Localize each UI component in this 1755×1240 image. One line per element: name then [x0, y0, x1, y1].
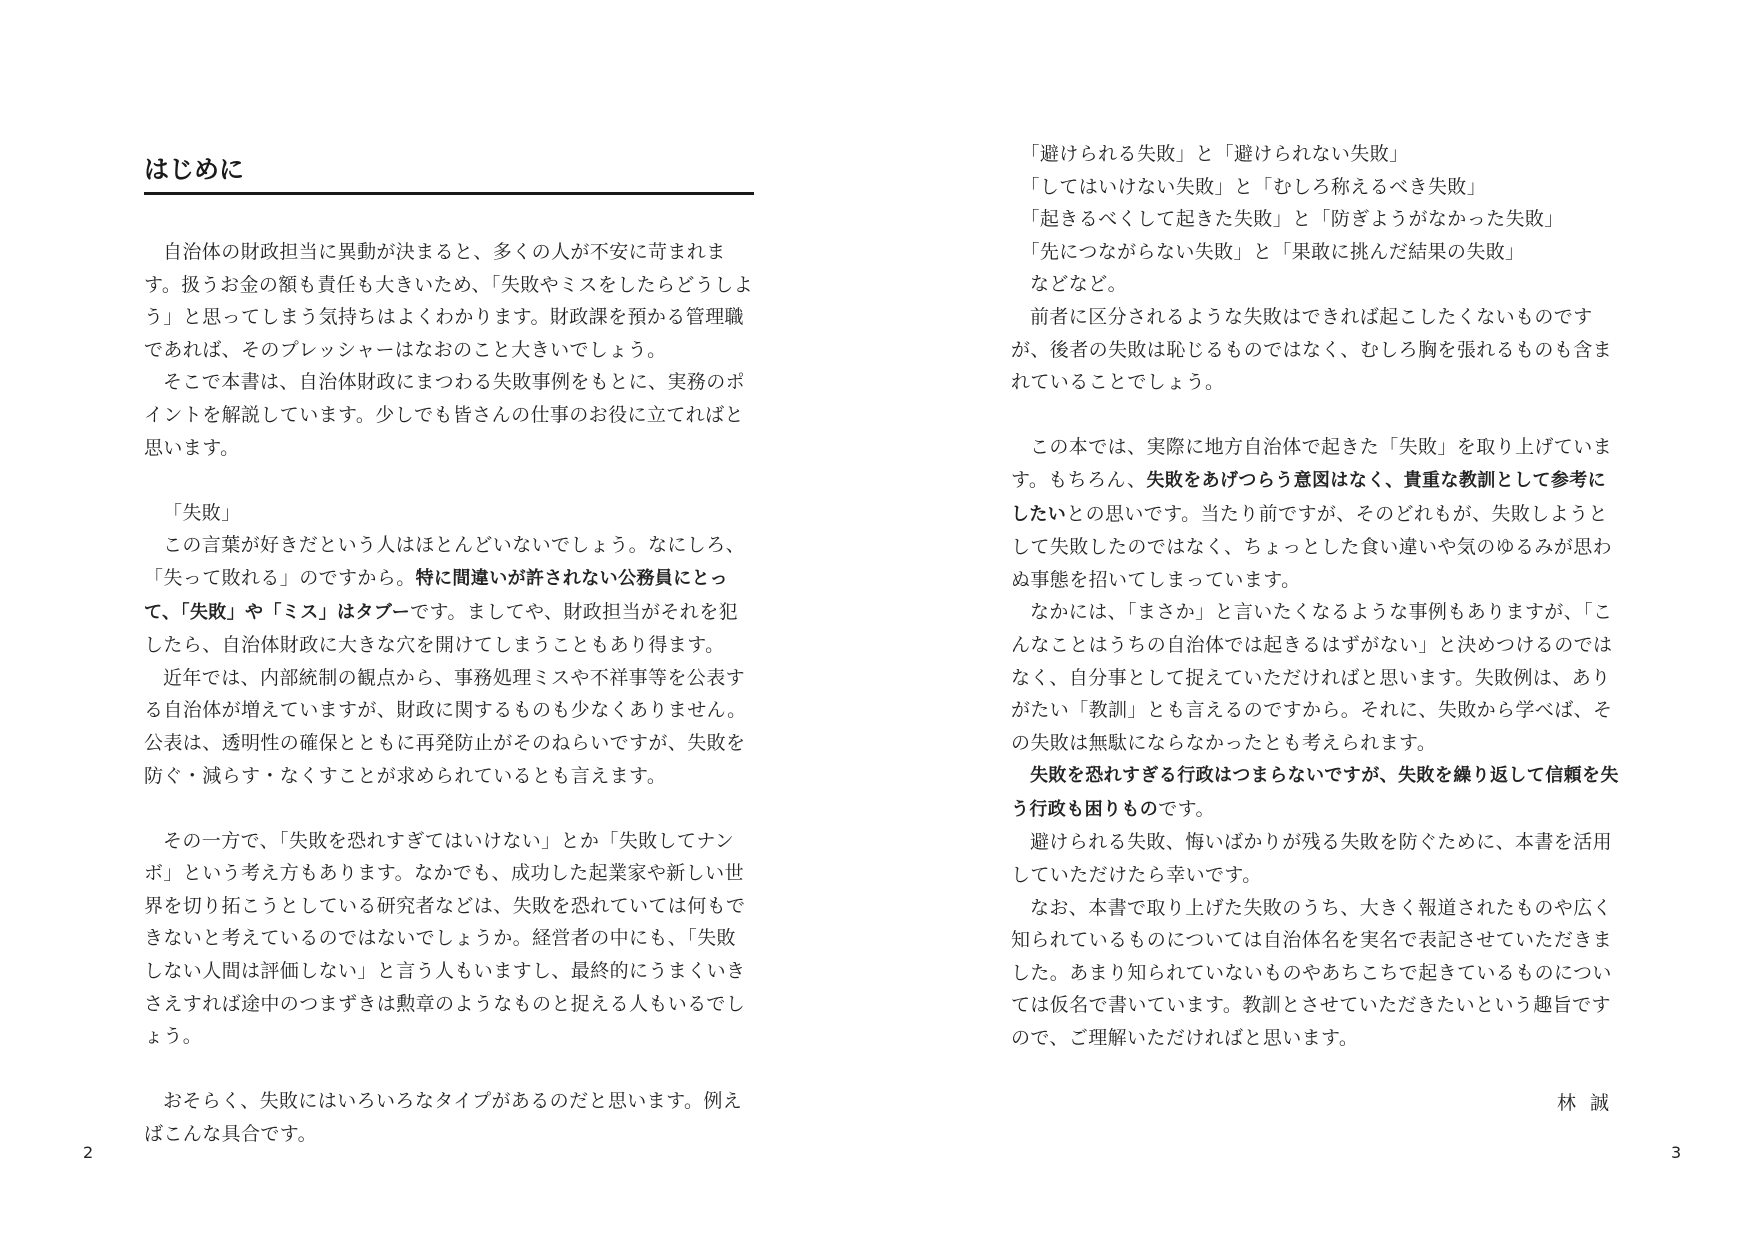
paragraph-4-text-a: この言葉が好きだという人はほとんどいないでしょう。なにしろ、「失って敗れる」のですから。 — [144, 534, 746, 589]
paragraph-4-bold: 失敗を恐れすぎる行政はつまらないですが、失敗を繰り返して信頼を失う行政も困りもの — [1011, 765, 1619, 820]
paragraph-1: 前者に区分されるような失敗はできれば起こしたくないものですが、後者の失敗は恥じるものではなく、むしろ胸を張れるものも含まれていることでしょう。 — [1011, 305, 1613, 394]
paragraph-7: おそらく、失敗にはいろいろなタイプがあるのだと思います。例えばこんな具合です。 — [144, 1090, 743, 1146]
paragraph-4-text-b: です。 — [1158, 797, 1215, 820]
paragraph-4-text-b: です。ましてや、財政担当がそれを犯したら、自治体財政に大きな穴を開けてしまうこともあり得ます。 — [144, 600, 739, 657]
paragraph-4 — [144, 529, 754, 661]
right-page — [877, 0, 1755, 1240]
blank-line — [144, 792, 754, 825]
paragraph-6: なお、本書で取り上げた失敗のうち、大きく報道されたものや広く知られているものについては自治体名を実名で表記させていただきました。あまり知られていないものやあちこちで起きているものについては仮名で書いています。教訓とさせていただきたいという趣旨ですので、ご理解いただければと思います。 — [1011, 896, 1613, 1050]
page-number: 2 — [83, 1143, 94, 1162]
paragraph-3: 「失敗」 — [163, 501, 241, 524]
title-underline — [144, 192, 754, 195]
paragraph-2-bold: 失敗をあげつらう意図はなく、貴重な教訓として参考にしたい — [1011, 469, 1607, 525]
paragraph-4-bold: 特に間違いが許されない公務員にとって、「失敗」や「ミス」はタブー — [144, 567, 729, 623]
list-item: などなど。 — [1030, 273, 1128, 296]
paragraph-3: なかには、「まさか」と言いたくなるような事例もありますが、「こんなことはうちの自治体では起きるはずがない」と決めつけるのではなく、自分事として捉えていただければと思います。失敗例は、ありがたい「教訓」とも言えるのですから。それに、失敗から学べば、その失敗は無駄にならなかったとも考えられます。 — [1011, 601, 1613, 754]
paragraph-2 — [1011, 431, 1621, 596]
paragraph-1: 自治体の財政担当に異動が決まると、多くの人が不安に苛まれます。扱うお金の額も責任も大きいため、「失敗やミスをしたらどうしよう」と思ってしまう気持ちはよくわかります。財政課を預かる管理職であれば、そのプレッシャーはなおのこと大きいでしょう。 — [144, 241, 754, 361]
left-body-text — [144, 236, 754, 1151]
page-number: 3 — [1671, 1143, 1682, 1162]
blank-line — [144, 1053, 754, 1086]
page-title: はじめに — [144, 155, 245, 184]
list-item: 「してはいけない失敗」と「むしろ称えるべき失敗」 — [1020, 175, 1487, 198]
right-body-text — [1011, 138, 1621, 1120]
blank-line — [1011, 399, 1621, 432]
paragraph-2-text-a: この本では、実際に地方自治体で起きた「失敗」を取り上げています。もちろん、 — [1011, 436, 1613, 491]
paragraph-6: その一方で、「失敗を恐れすぎてはいけない」とか「失敗してナンボ」という考え方もあります。なかでも、成功した起業家や新しい世界を切り拓こうとしている研究者などは、失敗を恐れていては何もできないと考えているのではないでしょうか。経営者の中にも、「失敗しない人間は評価しない」と言う人もいますし、最終的にうまくいきさえすれば途中のつまずきは勲章のようなものと捉える人もいるでしょう。 — [144, 829, 746, 1048]
author-name: 林 誠 — [1556, 1092, 1613, 1115]
list-item: 「避けられる失敗」と「避けられない失敗」 — [1020, 143, 1409, 165]
paragraph-5: 近年では、内部統制の観点から、事務処理ミスや不祥事等を公表する自治体が増えていますが、財政に関するものも少なくありません。公表は、透明性の確保とともに再発防止がそのねらいですが、失敗を防ぐ・減らす・なくすことが求められているとも言えます。 — [144, 666, 747, 787]
list-item: 「先につながらない失敗」と「果敢に挑んだ結果の失敗」 — [1020, 240, 1525, 263]
paragraph-4 — [1011, 759, 1621, 826]
list-item: 「起きるべくして起きた失敗」と「防ぎようがなかった失敗」 — [1020, 208, 1564, 231]
blank-line — [144, 464, 754, 497]
left-page — [0, 0, 877, 1240]
blank-line — [1011, 1055, 1621, 1088]
paragraph-5: 避けられる失敗、悔いばかりが残る失敗を防ぐために、本書を活用していただけたら幸いです。 — [1011, 831, 1613, 887]
paragraph-2-text-b: との思いです。当たり前ですが、そのどれもが、失敗しようとして失敗したのではなく、ちょっとした食い違いや気のゆるみが思わぬ事態を招いてしまっています。 — [1011, 502, 1613, 591]
paragraph-2: そこで本書は、自治体財政にまつわる失敗事例をもとに、実務のポイントを解説しています。少しでも皆さんの仕事のお役に立てればと思います。 — [144, 371, 746, 459]
